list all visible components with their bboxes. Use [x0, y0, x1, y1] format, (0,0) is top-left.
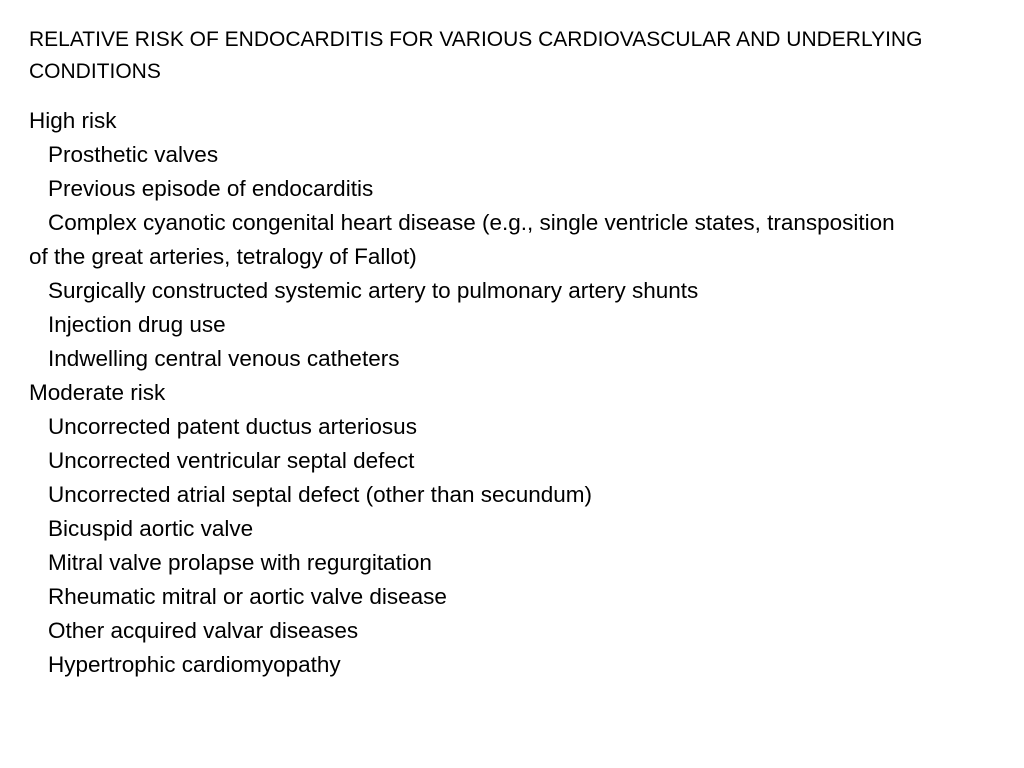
list-item: Hypertrophic cardiomyopathy: [48, 652, 341, 677]
section-heading-high-risk: High risk: [29, 108, 117, 133]
list-item: Other acquired valvar diseases: [48, 618, 359, 643]
list-item: Bicuspid aortic valve: [48, 516, 254, 541]
list-item: Injection drug use: [48, 312, 226, 337]
slide: [29, 24, 1014, 682]
list-item: Uncorrected patent ductus arteriosus: [48, 414, 417, 439]
slide-title: RELATIVE RISK OF ENDOCARDITIS FOR VARIOUS CARDIOVASCULAR AND UNDERLYING CONDITIONS: [29, 28, 923, 83]
list-item: Previous episode of endocarditis: [48, 176, 374, 201]
list-item: Indwelling central venous catheters: [48, 346, 400, 371]
list-item: Complex cyanotic congenital heart disease (e.g., single ventricle states, transposition of the great arteries, tetralogy of Fallot): [29, 210, 895, 269]
section-heading-moderate-risk: Moderate risk: [29, 380, 166, 405]
risk-list: [29, 104, 1014, 682]
list-item: Surgically constructed systemic artery to pulmonary artery shunts: [48, 278, 699, 303]
list-item: Prosthetic valves: [48, 142, 219, 167]
list-item: Rheumatic mitral or aortic valve disease: [48, 584, 447, 609]
list-item: Mitral valve prolapse with regurgitation: [48, 550, 432, 575]
list-item: Uncorrected atrial septal defect (other than secundum): [48, 482, 593, 507]
list-item: Uncorrected ventricular septal defect: [48, 448, 415, 473]
